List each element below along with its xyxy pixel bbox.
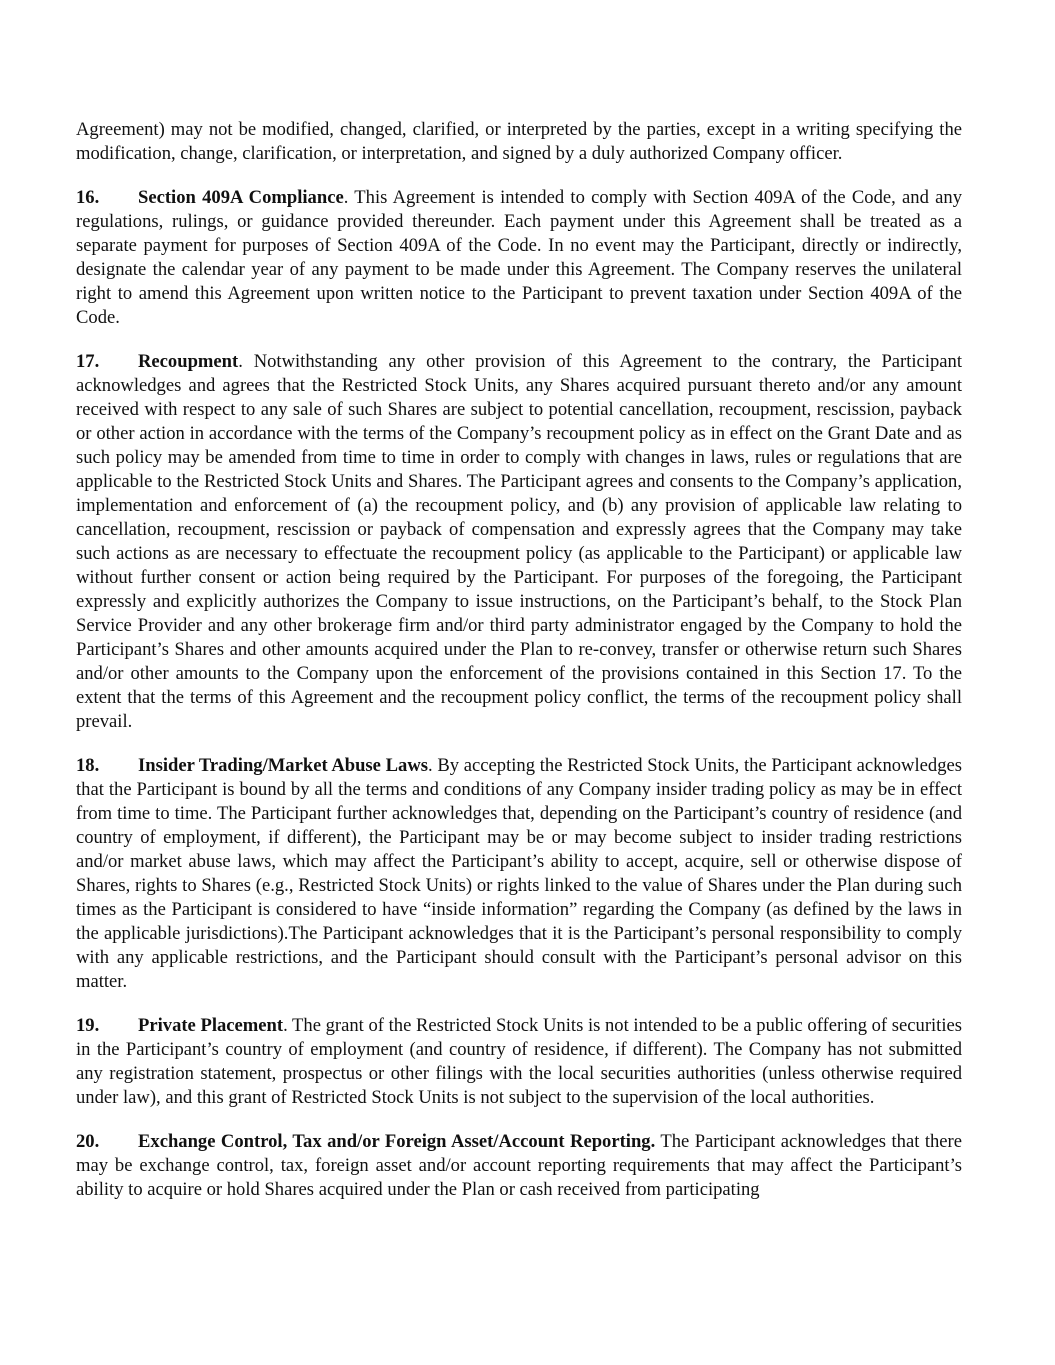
section-20 (76, 1130, 962, 1202)
section-heading: Section 409A Compliance (138, 187, 344, 208)
section-heading: Recoupment (138, 351, 239, 372)
section-heading-punct: . (238, 351, 243, 372)
section-number: 17. (76, 351, 100, 372)
section-heading: Exchange Control, Tax and/or Foreign Asset/Account Reporting. (138, 1131, 656, 1152)
document-page (76, 118, 962, 1222)
section-number: 16. (76, 187, 100, 208)
section-number: 19. (76, 1015, 100, 1036)
section-heading-punct: . (283, 1015, 288, 1036)
section-heading: Private Placement (138, 1015, 284, 1036)
section-heading: Insider Trading/Market Abuse Laws (138, 755, 428, 776)
section-19 (76, 1014, 962, 1110)
section-number: 18. (76, 755, 100, 776)
section-body: This Agreement is intended to comply with Section 409A of the Code, and any regulations, rulings, or guidance provided thereunder. Each payment under this Agreement shall be treated as a separate payment for purposes of Section 409A of the Code. In no event may the Participant, directly or indirectly, designate the calendar year of any payment to be made under this Agreement. The Company reserves the unilateral right to amend this Agreement upon written notice to the Participant to prevent taxation under Section 409A of the Code. (76, 187, 962, 328)
section-body: By accepting the Restricted Stock Units, the Participant acknowledges that the Participant is bound by all the terms and conditions of any Company insider trading policy as may be in effect from time to time. The Participant further acknowledges that, depending on the Participant’s country of residence (and country of employment, if different), the Participant may be or may become subject to insider trading restrictions and/or market abuse laws, which may affect the Participant’s ability to accept, acquire, sell or otherwise dispose of Shares, rights to Shares (e.g., Restricted Stock Units) or rights linked to the value of Shares under the Plan during such times as the Participant is considered to have “inside information” regarding the Company (as defined by the laws in the applicable jurisdictions).The Participant acknowledges that it is the Participant’s personal responsibility to comply with any applicable restrictions, and the Participant should consult with the Participant’s personal advisor on this matter. (76, 755, 962, 992)
section-18 (76, 754, 962, 994)
section-heading-punct: . (343, 187, 349, 208)
section-body: The grant of the Restricted Stock Units is not intended to be a public offering of securities in the Participant’s country of employment (and country of residence, if different). The Company has not submitted any registration statement, prospectus or other filings with the local securities authorities (unless otherwise required under law), and this grant of Restricted Stock Units is not subject to the supervision of the local authorities. (76, 1015, 962, 1108)
section-body: Notwithstanding any other provision of this Agreement to the contrary, the Participant acknowledges and agrees that the Restricted Stock Units, any Shares acquired pursuant thereto and/or any amount received with respect to any sale of such Shares are subject to potential cancellation, recoupment, rescission, payback or other action in accordance with the terms of the Company’s recoupment policy as in effect on the Grant Date and as such policy may be amended from time to time in order to comply with changes in laws, rules or regulations that are applicable to the Restricted Stock Units and Shares. The Participant agrees and consents to the Company’s application, implementation and enforcement of (a) the recoupment policy, and (b) any provision of applicable law relating to cancellation, recoupment, rescission or payback of compensation and expressly agrees that the Company may take such actions as are necessary to effectuate the recoupment policy (as applicable to the Participant) or applicable law without further consent or action being required by the Participant. For purposes of the foregoing, the Participant expressly and explicitly authorizes the Company to issue instructions, on the Participant’s behalf, to the Stock Plan Service Provider and any other brokerage firm and/or third party administrator engaged by the Company to hold the Participant’s Shares and other amounts acquired under the Plan to re-convey, transfer or otherwise return such Shares and/or other amounts to the Company upon the enforcement of the provisions contained in this Section 17. To the extent that the terms of this Agreement and the recoupment policy conflict, the terms of the recoupment policy shall prevail. (76, 351, 962, 732)
section-16 (76, 186, 962, 330)
section-17 (76, 350, 962, 734)
section-body: The Participant acknowledges that there may be exchange control, tax, foreign asset and/or account reporting requirements that may affect the Participant’s ability to acquire or hold Shares acquired under the Plan or cash received from participating (76, 1131, 962, 1200)
section-number: 20. (76, 1131, 100, 1152)
section-heading-punct: . (428, 755, 433, 776)
continuation-paragraph: Agreement) may not be modified, changed, clarified, or interpreted by the parties, except in a writing specifying the modification, change, clarification, or interpretation, and signed by a duly authorized Company officer. (76, 119, 962, 164)
